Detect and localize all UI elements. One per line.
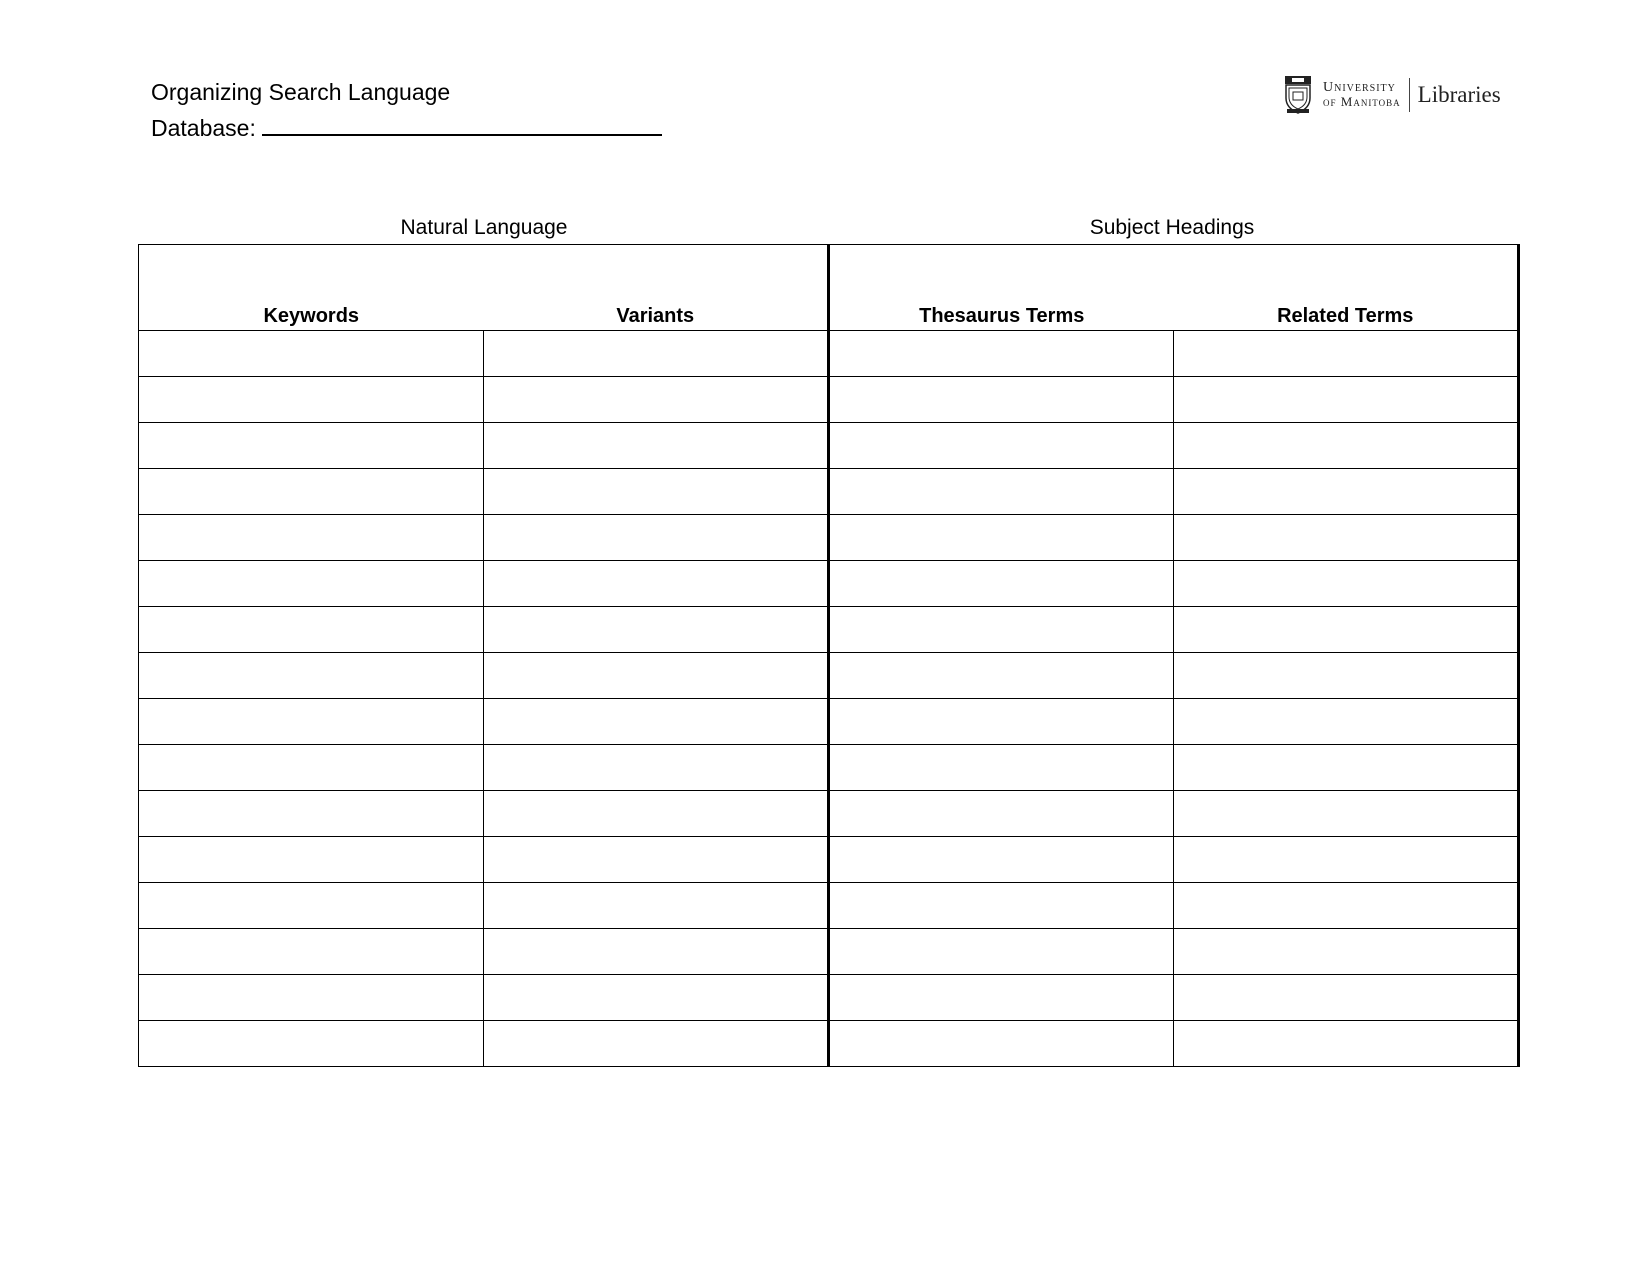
column-header-related-terms: Related Terms	[1174, 245, 1519, 331]
cell-thesaurus-terms[interactable]	[829, 561, 1174, 607]
cell-keywords[interactable]	[139, 607, 484, 653]
table-row	[139, 883, 1519, 929]
table-row	[139, 699, 1519, 745]
cell-thesaurus-terms[interactable]	[829, 653, 1174, 699]
logo-libraries: Libraries	[1417, 82, 1501, 107]
group-heading-natural-language: Natural Language	[400, 216, 568, 239]
search-language-table	[138, 244, 1520, 1067]
table-row	[139, 515, 1519, 561]
cell-variants[interactable]	[484, 653, 829, 699]
cell-related-terms[interactable]	[1174, 1021, 1519, 1067]
cell-related-terms[interactable]	[1174, 699, 1519, 745]
logo-university-line1: University	[1323, 80, 1396, 95]
cell-variants[interactable]	[484, 607, 829, 653]
cell-thesaurus-terms[interactable]	[829, 699, 1174, 745]
cell-variants[interactable]	[484, 515, 829, 561]
document-header	[151, 74, 662, 146]
column-header-keywords: Keywords	[139, 245, 484, 331]
cell-variants[interactable]	[484, 423, 829, 469]
cell-thesaurus-terms[interactable]	[829, 791, 1174, 837]
cell-related-terms[interactable]	[1174, 423, 1519, 469]
logo-university-name	[1323, 81, 1401, 109]
cell-keywords[interactable]	[139, 975, 484, 1021]
cell-thesaurus-terms[interactable]	[829, 515, 1174, 561]
database-blank-line[interactable]	[262, 112, 662, 136]
table-row	[139, 561, 1519, 607]
table-row	[139, 423, 1519, 469]
cell-variants[interactable]	[484, 883, 829, 929]
table-body	[139, 331, 1519, 1067]
cell-related-terms[interactable]	[1174, 883, 1519, 929]
database-label: Database:	[151, 115, 256, 141]
cell-thesaurus-terms[interactable]	[829, 745, 1174, 791]
cell-thesaurus-terms[interactable]	[829, 975, 1174, 1021]
cell-thesaurus-terms[interactable]	[829, 837, 1174, 883]
cell-variants[interactable]	[484, 929, 829, 975]
cell-thesaurus-terms[interactable]	[829, 377, 1174, 423]
column-header-thesaurus-terms: Thesaurus Terms	[829, 245, 1174, 331]
column-header-variants: Variants	[484, 245, 829, 331]
cell-related-terms[interactable]	[1174, 745, 1519, 791]
cell-thesaurus-terms[interactable]	[829, 929, 1174, 975]
table-row	[139, 975, 1519, 1021]
cell-keywords[interactable]	[139, 377, 484, 423]
cell-keywords[interactable]	[139, 469, 484, 515]
table-row	[139, 929, 1519, 975]
cell-related-terms[interactable]	[1174, 607, 1519, 653]
cell-related-terms[interactable]	[1174, 331, 1519, 377]
table-row	[139, 469, 1519, 515]
cell-variants[interactable]	[484, 975, 829, 1021]
cell-keywords[interactable]	[139, 1021, 484, 1067]
cell-keywords[interactable]	[139, 837, 484, 883]
cell-variants[interactable]	[484, 469, 829, 515]
cell-related-terms[interactable]	[1174, 469, 1519, 515]
table-row	[139, 607, 1519, 653]
table-row	[139, 377, 1519, 423]
cell-related-terms[interactable]	[1174, 929, 1519, 975]
cell-thesaurus-terms[interactable]	[829, 469, 1174, 515]
university-crest-icon	[1283, 76, 1313, 114]
cell-keywords[interactable]	[139, 745, 484, 791]
cell-keywords[interactable]	[139, 653, 484, 699]
cell-keywords[interactable]	[139, 929, 484, 975]
university-logo	[1283, 74, 1501, 116]
table-row	[139, 331, 1519, 377]
cell-thesaurus-terms[interactable]	[829, 883, 1174, 929]
cell-thesaurus-terms[interactable]	[829, 607, 1174, 653]
cell-related-terms[interactable]	[1174, 377, 1519, 423]
table-row	[139, 745, 1519, 791]
cell-keywords[interactable]	[139, 561, 484, 607]
group-heading-subject-headings: Subject Headings	[1089, 216, 1255, 239]
cell-keywords[interactable]	[139, 791, 484, 837]
database-field	[151, 110, 662, 146]
cell-variants[interactable]	[484, 1021, 829, 1067]
cell-related-terms[interactable]	[1174, 791, 1519, 837]
cell-related-terms[interactable]	[1174, 653, 1519, 699]
logo-university-line2: of Manitoba	[1323, 94, 1401, 109]
cell-keywords[interactable]	[139, 515, 484, 561]
cell-related-terms[interactable]	[1174, 975, 1519, 1021]
cell-variants[interactable]	[484, 331, 829, 377]
cell-thesaurus-terms[interactable]	[829, 331, 1174, 377]
cell-keywords[interactable]	[139, 423, 484, 469]
document-title: Organizing Search Language	[151, 79, 451, 105]
table-row	[139, 1021, 1519, 1067]
table-row	[139, 653, 1519, 699]
table-row	[139, 791, 1519, 837]
cell-variants[interactable]	[484, 561, 829, 607]
cell-variants[interactable]	[484, 837, 829, 883]
cell-related-terms[interactable]	[1174, 837, 1519, 883]
cell-related-terms[interactable]	[1174, 561, 1519, 607]
cell-keywords[interactable]	[139, 883, 484, 929]
cell-variants[interactable]	[484, 699, 829, 745]
cell-variants[interactable]	[484, 791, 829, 837]
cell-variants[interactable]	[484, 377, 829, 423]
table-header-row	[139, 245, 1519, 331]
cell-thesaurus-terms[interactable]	[829, 1021, 1174, 1067]
cell-thesaurus-terms[interactable]	[829, 423, 1174, 469]
cell-keywords[interactable]	[139, 331, 484, 377]
logo-divider	[1409, 78, 1410, 112]
table-row	[139, 837, 1519, 883]
cell-keywords[interactable]	[139, 699, 484, 745]
cell-variants[interactable]	[484, 745, 829, 791]
cell-related-terms[interactable]	[1174, 515, 1519, 561]
